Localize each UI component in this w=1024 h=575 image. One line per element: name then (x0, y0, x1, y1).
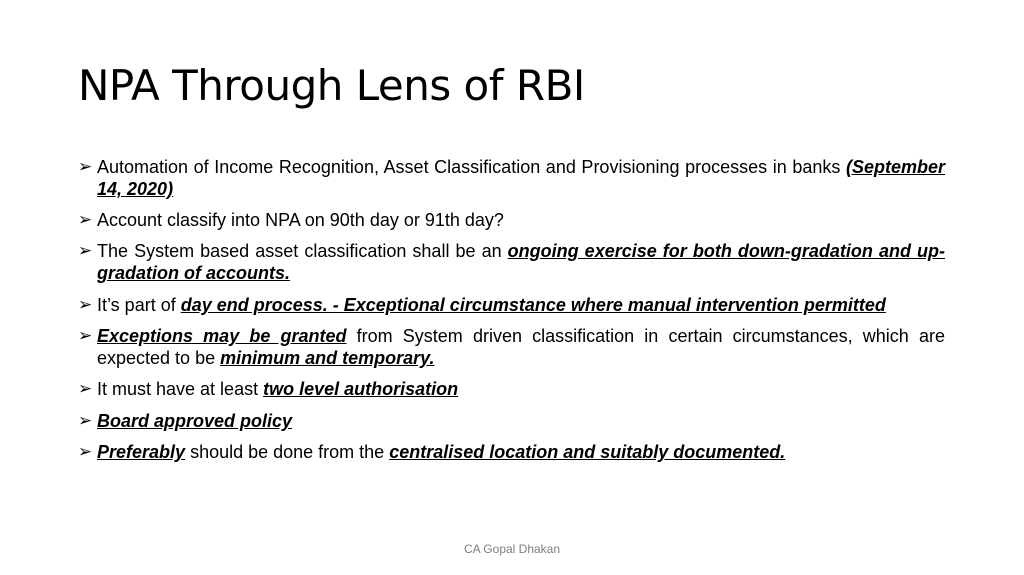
bullet-item-8 (78, 441, 945, 463)
slide-title: NPA Through Lens of RBI (78, 61, 585, 110)
arrowhead-bullet-icon: ➢ (78, 241, 93, 261)
arrowhead-bullet-icon: ➢ (78, 379, 93, 399)
bullet-text (97, 326, 945, 368)
bullet-text (97, 157, 945, 199)
bullet-plain-text: It must have at least (97, 379, 264, 399)
bullet-item-4 (78, 294, 945, 316)
bullet-emphasis-text: ongoing exercise for both down-gradation and up-gradation of accounts. (97, 241, 945, 283)
bullet-emphasis-text: centralised location and suitably documented. (389, 442, 786, 462)
bullet-item-7 (78, 410, 945, 432)
bullet-text (97, 241, 945, 283)
arrowhead-bullet-icon: ➢ (78, 411, 93, 431)
bullet-list (78, 156, 945, 463)
bullet-item-3 (78, 240, 945, 284)
bullet-plain-text: The System based asset classification shall be an (97, 241, 508, 261)
bullet-text (97, 442, 785, 462)
bullet-text (97, 210, 504, 230)
bullet-emphasis-text: minimum and temporary. (220, 348, 435, 368)
bullet-emphasis-text: (September 14, 2020) (97, 157, 945, 199)
bullet-item-5 (78, 325, 945, 369)
bullet-plain-text: from System driven classification in certain circumstances, which are expected to be (97, 326, 945, 368)
bullet-text (97, 411, 292, 431)
bullet-emphasis-text: two level authorisation (263, 379, 459, 399)
bullet-text (97, 379, 458, 399)
bullet-plain-text: Account classify into NPA on 90th day or 91th day? (97, 210, 504, 230)
slide-footer: CA Gopal Dhakan (463, 542, 561, 556)
bullet-emphasis-text: day end process. - Exceptional circumstance where manual intervention permitted (180, 295, 886, 315)
bullet-plain-text: Automation of Income Recognition, Asset Classification and Provisioning processes in banks (97, 157, 846, 177)
arrowhead-bullet-icon: ➢ (78, 295, 93, 315)
bullet-emphasis-text: Exceptions may be granted (97, 326, 347, 346)
bullet-plain-text: It’s part of (97, 295, 181, 315)
bullet-item-6 (78, 378, 945, 400)
arrowhead-bullet-icon: ➢ (78, 442, 93, 462)
arrowhead-bullet-icon: ➢ (78, 326, 93, 346)
bullet-plain-text: should be done from the (185, 442, 390, 462)
bullet-text (97, 295, 886, 315)
arrowhead-bullet-icon: ➢ (78, 210, 93, 230)
bullet-item-1 (78, 156, 945, 200)
bullet-emphasis-text: Preferably (97, 442, 186, 462)
bullet-emphasis-text: Board approved policy (97, 411, 293, 431)
arrowhead-bullet-icon: ➢ (78, 157, 93, 177)
bullet-item-2 (78, 209, 945, 231)
